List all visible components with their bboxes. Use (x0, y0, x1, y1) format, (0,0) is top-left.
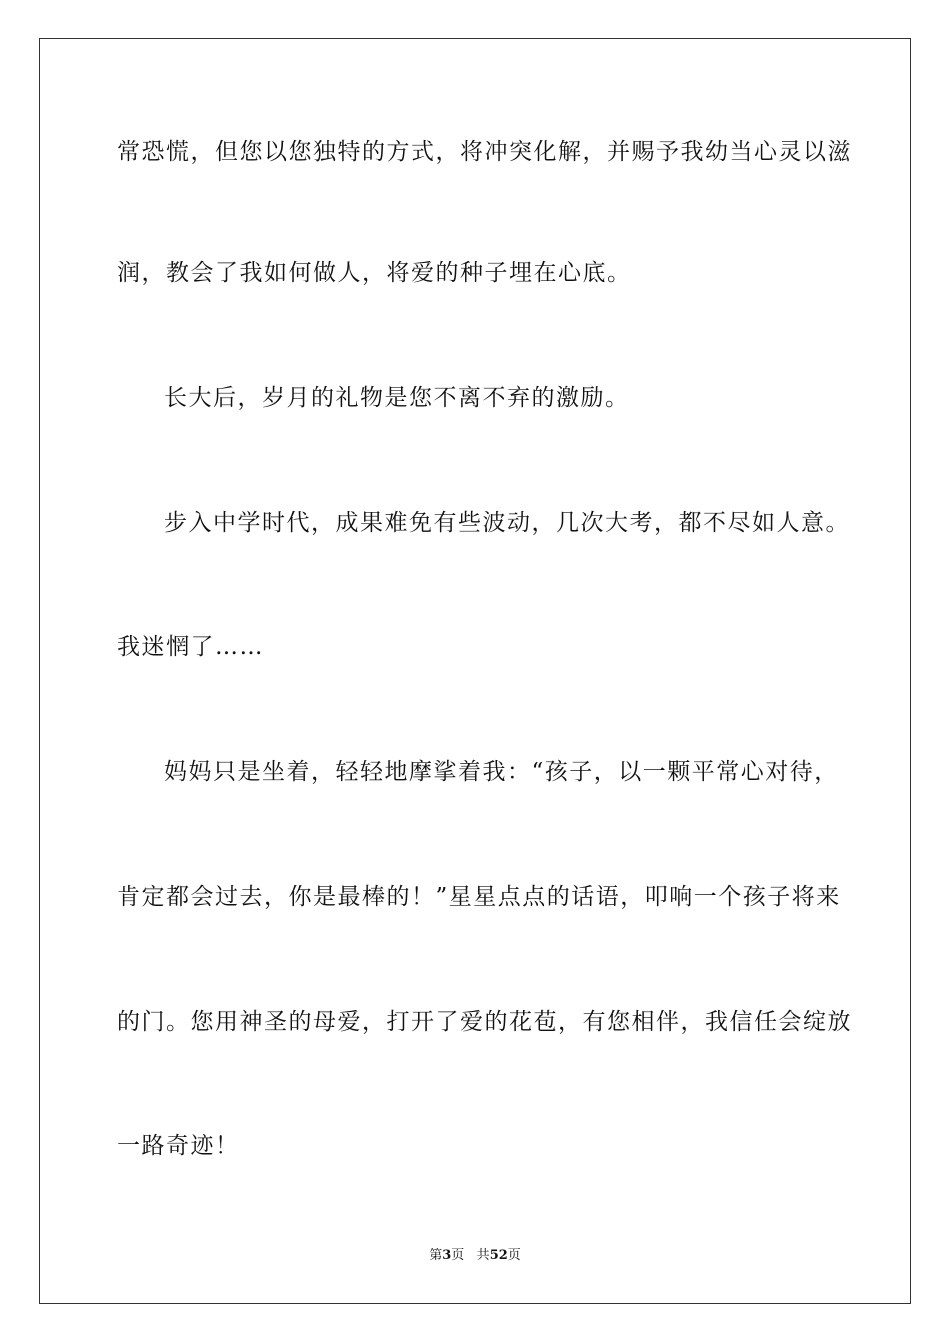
page-suffix: 页 (451, 1248, 465, 1263)
text-line: 的门。您用神圣的母爱，打开了爱的花苞，有您相伴，我信任会绽放 (117, 1009, 852, 1035)
page-border (39, 38, 911, 1304)
text-line: 我迷惘了…… (117, 634, 264, 660)
page-footer (0, 1247, 950, 1265)
text-line: 长大后，岁月的礼物是您不离不弃的激励。 (164, 385, 630, 411)
text-line: 一路奇迹！ (117, 1133, 240, 1159)
text-line: 步入中学时代，成果难免有些波动，几次大考，都不尽如人意。 (164, 510, 850, 536)
page-prefix: 第 (429, 1248, 443, 1263)
total-pages-number: 52 (489, 1248, 508, 1263)
text-line: 妈妈只是坐着，轻轻地摩挲着我：“孩子，以一颗平常心对待， (164, 759, 839, 785)
text-line: 肯定都会过去，你是最棒的！”星星点点的话语，叩响一个孩子将来 (117, 884, 841, 910)
total-suffix: 页 (507, 1248, 521, 1263)
total-prefix: 共 (476, 1248, 490, 1263)
current-page-number: 3 (442, 1248, 452, 1263)
text-line: 常恐慌，但您以您独特的方式，将冲突化解，并赐予我幼当心灵以滋 (117, 139, 852, 165)
text-line: 润，教会了我如何做人，将爱的种子埋在心底。 (117, 260, 632, 286)
